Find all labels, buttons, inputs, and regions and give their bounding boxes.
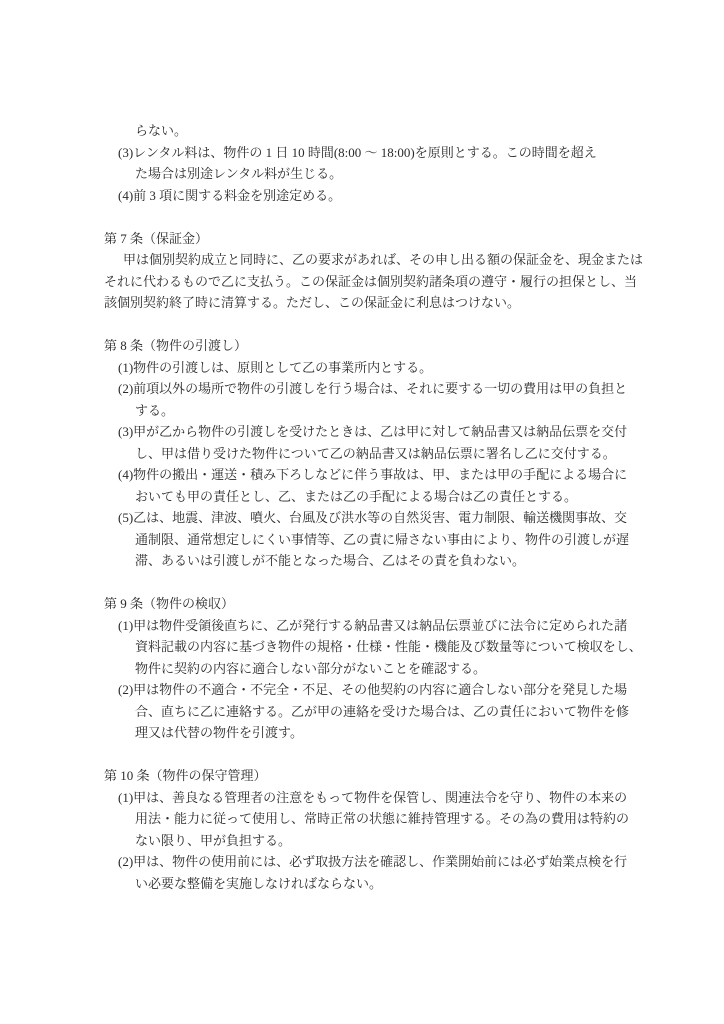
text-line: (5)乙は、地震、津波、噴火、台風及び洪水等の自然災害、電力制限、輸送機関事故、交 — [118, 510, 628, 525]
article-8 — [104, 335, 630, 572]
text-line: (1)甲は物件受領後直ちに、乙が発行する納品書又は納品伝票並びに法令に定められた諸 — [118, 617, 628, 633]
text-line: 用法・能力に従って使用し、常時正常の状態に維持管理する。その為の費用は特約の — [135, 811, 630, 826]
text-line: それに代わるもので乙に支払う。この保証金は個別契約諸条項の遵守・履行の担保とし、当 — [104, 273, 638, 289]
article-heading: 第 8 条（物件の引渡し） — [104, 338, 248, 353]
text-line: 通制限、通常想定しにくい事情等、乙の責に帰さない事由により、物件の引渡しが遅 — [135, 531, 630, 547]
text-line: らない。 — [135, 123, 188, 138]
text-line: ない限り、甲が負担する。 — [135, 832, 292, 848]
text-line: おいても甲の責任とし、乙、または乙の手配による場合は乙の責任とする。 — [135, 488, 578, 504]
text-line: 理又は代替の物件を引渡す。 — [135, 725, 303, 740]
text-line: (4)物件の搬出・運送・積み下ろしなどに伴う事故は、甲、または甲の手配による場合に — [118, 467, 628, 482]
article-7 — [104, 228, 644, 314]
article-heading: 第 7 条（保証金） — [104, 230, 209, 246]
text-line: (1)物件の引渡しは、原則として乙の事業所内とする。 — [118, 359, 433, 375]
text-line: 資料記載の内容に基づき物件の規格・仕様・性能・機能及び数量等について検収をし、 — [135, 639, 642, 654]
article-10 — [104, 765, 630, 894]
text-line: 合、直ちに乙に連絡する。乙が甲の連絡を受けた場合は、乙の責任において物件を修 — [135, 703, 630, 719]
text-line: 甲は個別契約成立と同時に、乙の要求があれば、その申し出る額の保証金を、現金または — [123, 252, 644, 267]
contract-body — [104, 120, 644, 894]
article-9 — [104, 593, 642, 744]
text-line: た場合は別途レンタル料が生じる。 — [135, 166, 343, 181]
article-heading: 第 9 条（物件の検収） — [104, 596, 235, 611]
text-line: い必要な整備を実施しなければならない。 — [135, 875, 383, 891]
text-line: し、甲は借り受けた物件について乙の納品書又は納品伝票に署名し乙に交付する。 — [135, 445, 616, 461]
text-line: 滞、あるいは引渡しが不能となった場合、乙はその責を負わない。 — [135, 553, 526, 568]
clause-6-continuation — [104, 120, 626, 206]
text-line: 該個別契約終了時に清算する。ただし、この保証金に利息はつけない。 — [104, 295, 521, 310]
text-line: (4)前 3 項に関する料金を別途定める。 — [118, 187, 342, 203]
text-line: (2)甲は、物件の使用前には、必ず取扱方法を確認し、作業開始前には必ず始業点検を行 — [118, 854, 628, 869]
text-line: (3)レンタル料は、物件の 1 日 10 時間(8:00 ～ 18:00)を原則とする。この時間を超え — [118, 144, 597, 160]
text-line: (3)甲が乙から物件の引渡しを受けたときは、乙は甲に対して納品書又は納品伝票を交付 — [118, 424, 628, 439]
text-line: (1)甲は、善良なる管理者の注意をもって物件を保管し、関連法令を守り、物件の本来の — [118, 789, 628, 805]
article-heading: 第 10 条（物件の保守管理） — [104, 768, 267, 783]
text-line: する。 — [135, 402, 175, 418]
text-line: (2)甲は物件の不適合・不完全・不足、その他契約の内容に適合しない部分を発見した場 — [118, 682, 628, 697]
text-line: 物件に契約の内容に適合しない部分がないことを確認する。 — [135, 660, 487, 676]
text-line: (2)前項以外の場所で物件の引渡しを行う場合は、それに要する一切の費用は甲の負担と — [118, 381, 628, 396]
